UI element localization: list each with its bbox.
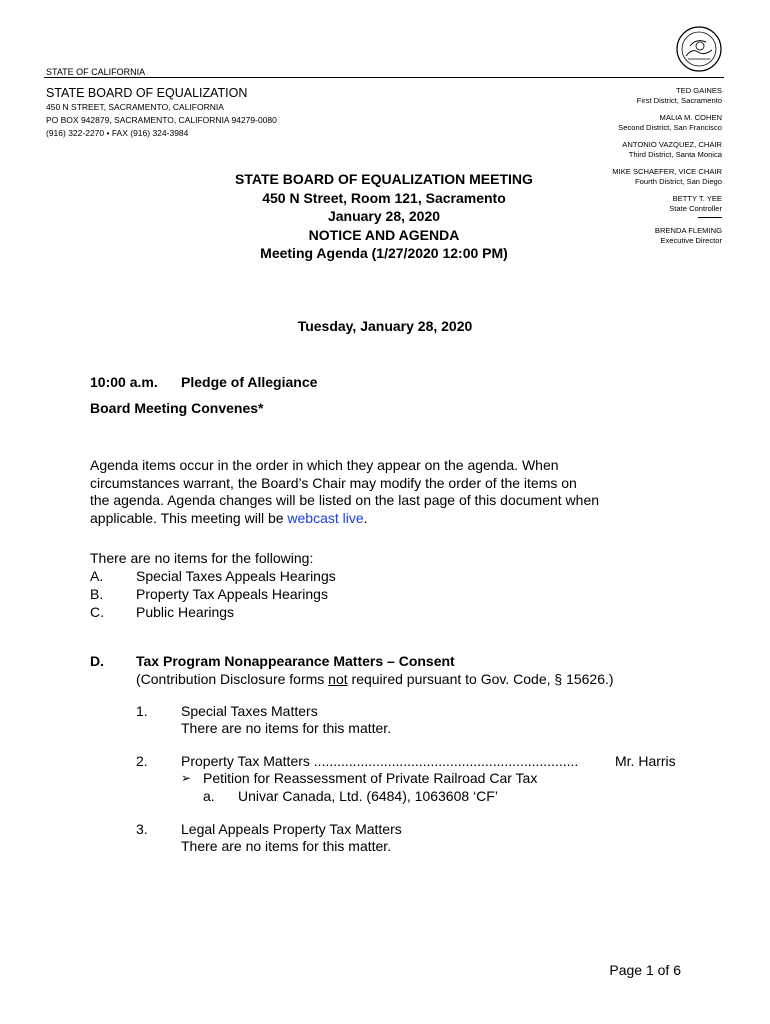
item-title: Property Tax Matters .................................................................... <box>181 753 579 769</box>
member-entry <box>542 194 722 213</box>
member-title: Executive Director <box>660 235 722 245</box>
arrow-bullet-icon: ➢ <box>181 771 192 785</box>
meeting-title: STATE BOARD OF EQUALIZATION MEETING <box>235 171 533 187</box>
sub-item: Univar Canada, Ltd. (6484), 1063608 ‘CF’ <box>238 788 498 804</box>
no-items-heading: There are no items for the following: <box>90 550 314 566</box>
member-title: State Controller <box>669 203 722 213</box>
member-name: TED GAINES <box>676 86 722 95</box>
intro-paragraph <box>90 457 710 527</box>
list-item-letter: A. <box>90 568 104 584</box>
address-line-1: 450 N STREET, SACRAMENTO, CALIFORNIA <box>46 102 224 112</box>
members-divider <box>698 217 722 218</box>
state-seal-logo <box>676 26 722 72</box>
member-name: ANTONIO VAZQUEZ, CHAIR <box>622 140 722 149</box>
item-detail: There are no items for this matter. <box>181 720 392 736</box>
intro-line: the agenda. Agenda changes will be listed on the last page of this document when <box>90 492 600 508</box>
address-line-2: PO BOX 942879, SACRAMENTO, CALIFORNIA 94279-0080 <box>46 115 277 125</box>
note-text: required pursuant to Gov. Code, § 15626.) <box>347 671 614 687</box>
meeting-title-block <box>200 170 568 263</box>
member-name: BETTY T. YEE <box>672 194 722 203</box>
board-members-list <box>542 86 722 253</box>
item-title: Legal Appeals Property Tax Matters <box>181 821 402 837</box>
sub-item-letter: a. <box>203 788 215 804</box>
state-label: STATE OF CALIFORNIA <box>46 67 146 77</box>
schedule-time: 10:00 a.m. <box>90 374 158 390</box>
header-divider <box>44 77 724 78</box>
agenda-version: Meeting Agenda (1/27/2020 12:00 PM) <box>260 245 508 261</box>
member-entry <box>542 167 722 186</box>
member-name: MALIA M. COHEN <box>659 113 722 122</box>
pledge-item: Pledge of Allegiance <box>181 374 318 390</box>
item-number: 1. <box>136 703 148 719</box>
board-name: STATE BOARD OF EQUALIZATION <box>46 86 248 100</box>
member-entry <box>542 140 722 159</box>
intro-line: Agenda items occur in the order in which they appear on the agenda. When <box>90 457 559 473</box>
member-name: BRENDA FLEMING <box>654 226 722 235</box>
item-presenter: Mr. Harris <box>615 753 676 769</box>
intro-line <box>90 510 710 528</box>
list-item-letter: C. <box>90 604 104 620</box>
section-d-title: Tax Program Nonappearance Matters – Consent <box>136 653 455 669</box>
intro-line: circumstances warrant, the Board’s Chair may modify the order of the items on <box>90 474 577 491</box>
intro-text: . <box>363 509 368 526</box>
phone-fax: (916) 322-2270 • FAX (916) 324-3984 <box>46 128 189 138</box>
note-emphasis: not <box>328 671 348 687</box>
item-number: 2. <box>136 753 148 769</box>
list-item: Special Taxes Appeals Hearings <box>136 568 336 584</box>
webcast-link[interactable]: webcast live <box>287 509 364 526</box>
member-title: Fourth District, San Diego <box>635 176 722 186</box>
item-number: 3. <box>136 821 148 837</box>
page-number: Page 1 of 6 <box>609 962 681 978</box>
section-d-letter: D. <box>90 653 104 669</box>
member-title: Second District, San Francisco <box>618 122 722 132</box>
day-heading: Tuesday, January 28, 2020 <box>297 318 473 334</box>
member-name: MIKE SCHAEFER, VICE CHAIR <box>612 167 722 176</box>
member-entry <box>542 86 722 105</box>
list-item: Property Tax Appeals Hearings <box>136 586 328 602</box>
member-entry <box>542 113 722 132</box>
list-item-letter: B. <box>90 586 104 602</box>
member-title: Third District, Santa Monica <box>628 149 722 159</box>
member-entry <box>542 226 722 245</box>
note-text: (Contribution Disclosure forms <box>136 671 329 687</box>
section-d-note <box>136 671 614 689</box>
list-item: Public Hearings <box>136 604 235 620</box>
meeting-location: 450 N Street, Room 121, Sacramento <box>262 189 506 206</box>
member-title: First District, Sacramento <box>636 95 722 105</box>
meeting-convenes: Board Meeting Convenes* <box>90 400 264 416</box>
item-detail: There are no items for this matter. <box>181 838 392 854</box>
notice-heading: NOTICE AND AGENDA <box>308 226 460 243</box>
meeting-date: January 28, 2020 <box>327 208 441 224</box>
intro-text: applicable. This meeting will be <box>90 509 288 526</box>
sub-item-title: Petition for Reassessment of Private Railroad Car Tax <box>203 770 538 786</box>
item-title: Special Taxes Matters <box>181 703 318 719</box>
